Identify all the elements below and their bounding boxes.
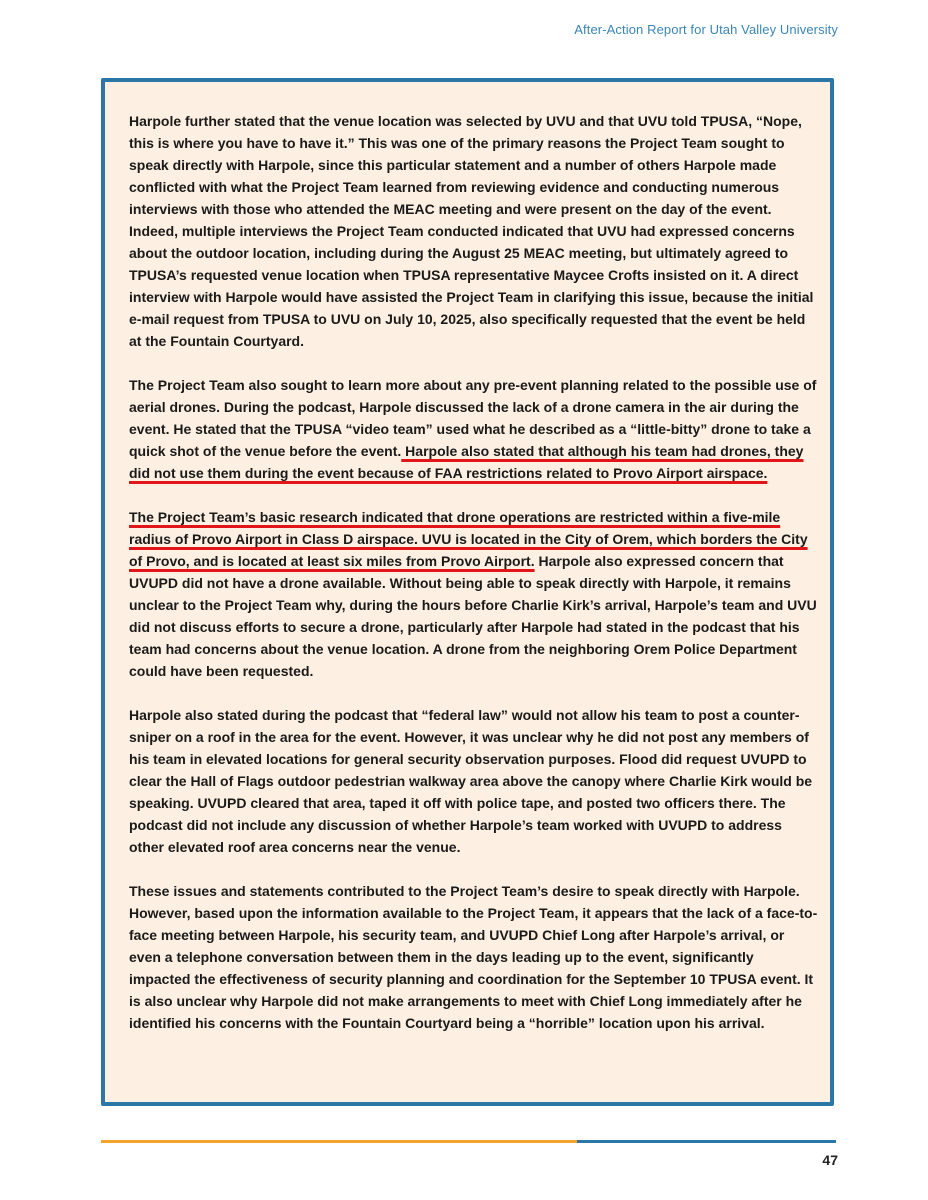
highlighted-class-d-airspace-finding: The Project Team’s basic research indicated that drone operations are restricted within a five-mile radius of Provo Airport in Class D airspace. UVU is located in the City of Orem, which borders the City of Provo, and is located at least six miles from Provo Airport. xyxy=(129,509,808,569)
footer-divider-orange xyxy=(101,1140,577,1143)
paragraph-drones-text: The Project Team also sought to learn more about any pre-event planning related to the possible use of aerial drones. During the podcast, Harpole discussed the lack of a drone camera in the air during the event. He stated that the TPUSA “video team” used what he described as a “little-bitty” drone to take a quick shot of the venue before the event. xyxy=(129,377,817,459)
paragraph-conclusion: These issues and statements contributed to the Project Team’s desire to speak directly with Harpole. However, based upon the information available to the Project Team, it appears that the lack of a face-to-face meeting between Harpole, his security team, and UVUPD Chief Long after Harpole’s arrival, or even a telephone conversation between them in the days leading up to the event, significantly impacted the effectiveness of security planning and coordination for the September 10 TPUSA event. It is also unclear why Harpole did not make arrangements to meet with Chief Long immediately after he identified his concerns with the Fountain Courtyard being a “horrible” location upon his arrival. xyxy=(129,883,818,1031)
body-text xyxy=(129,110,819,1056)
paragraph-venue-location: Harpole further stated that the venue location was selected by UVU and that UVU told TPUSA, “Nope, this is where you have to have it.” This was one of the primary reasons the Project Team sought to speak directly with Harpole, since this particular statement and a number of others Harpole made conflicted with what the Project Team learned from reviewing evidence and conducting numerous interviews with those who attended the MEAC meeting and were present on the day of the event. Indeed, multiple interviews the Project Team conducted indicated that UVU had expressed concerns about the outdoor location, including during the August 25 MEAC meeting, but ultimately agreed to TPUSA’s requested venue location when TPUSA representative Maycee Crofts insisted on it. A direct interview with Harpole would have assisted the Project Team in clarifying this issue, because the initial e-mail request from TPUSA to UVU on July 10, 2025, also specifically requested that the event be held at the Fountain Courtyard. xyxy=(129,113,814,349)
paragraph-drone-research-text: Harpole also expressed concern that UVUPD did not have a drone available. Without being able to speak directly with Harpole, it remains unclear to the Project Team why, during the hours before Charlie Kirk’s arrival, Harpole’s team and UVU did not discuss efforts to secure a drone, particularly after Harpole had stated in the podcast that his team had concerns about the venue location. A drone from the neighboring Orem Police Department could have been requested. xyxy=(129,553,817,679)
paragraph-counter-sniper: Harpole also stated during the podcast that “federal law” would not allow his team to post a counter-sniper on a roof in the area for the event. However, it was unclear why he did not post any members of his team in elevated locations for general security observation purposes. Flood did request UVUPD to clear the Hall of Flags outdoor pedestrian walkway area above the canopy where Charlie Kirk would be speaking. UVUPD cleared that area, taped it off with police tape, and posted two officers there. The podcast did not include any discussion of whether Harpole’s team worked with UVUPD to address other elevated roof area concerns near the venue. xyxy=(129,707,813,855)
highlighted-drone-faa-statement: Harpole also stated that although his team had drones, they did not use them during the event because of FAA restrictions related to Provo Airport airspace. xyxy=(129,443,804,481)
footer-divider-blue xyxy=(577,1140,836,1143)
content-box xyxy=(101,78,834,1106)
paragraph-drones xyxy=(129,374,819,484)
report-header-title: After-Action Report for Utah Valley University xyxy=(574,22,838,37)
paragraph-drone-research xyxy=(129,506,819,682)
page-number: 47 xyxy=(822,1152,838,1168)
